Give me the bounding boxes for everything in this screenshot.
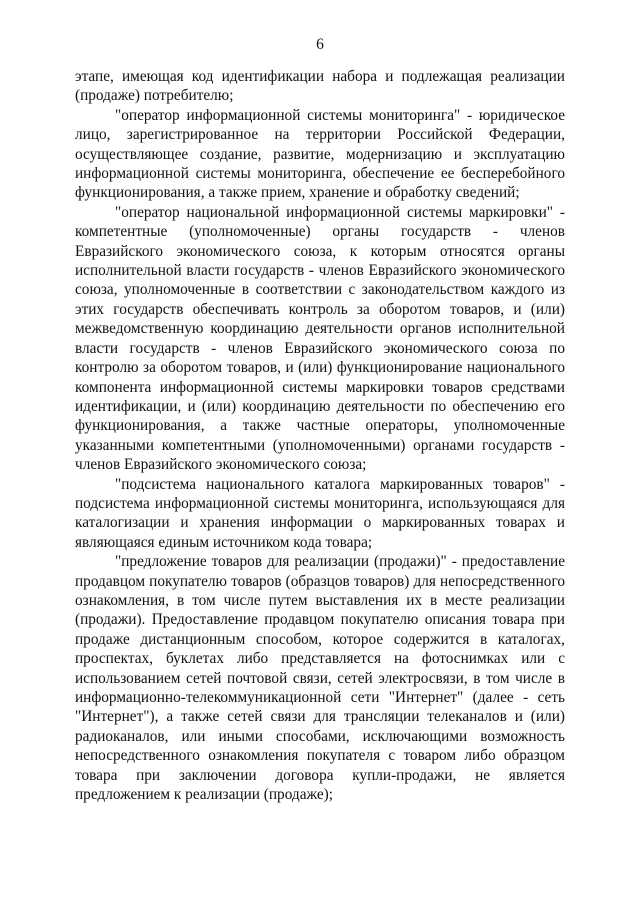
paragraph-monitoring-system-operator: "оператор информационной системы мониторинга" - юридическое лицо, зарегистрированное на территории Российской Федерации, осуществляющее создание, развитие, модернизацию и эксплуатацию информационной системы мониторинга, обеспечение ее бесперебойного функционирования, а также прием, хранение и обработку сведений; bbox=[75, 106, 565, 202]
paragraph-national-catalog-subsystem: "подсистема национального каталога маркированных товаров" - подсистема информационной системы мониторинга, использующаяся для каталогизации и хранения информации о маркированных товарах и являющаяся единым источником кода товара; bbox=[75, 475, 565, 551]
paragraph-continuation: этапе, имеющая код идентификации набора и подлежащая реализации (продаже) потребителю; bbox=[75, 68, 565, 105]
page-number: 6 bbox=[316, 36, 324, 53]
document-body bbox=[75, 67, 565, 804]
paragraph-goods-offer-for-sale: "предложение товаров для реализации (продажи)" - предоставление продавцом покупателю товаров (образцов товаров) для непосредственного ознакомления, в том числе путем выставления их в месте реализации (продажи). Предоставление продавцом покупателю описания товара при продаже дистанционным способом, которое содержится в каталогах, проспектах, буклетах либо представляется на фотоснимках или с использованием сетей почтовой связи, сетей электросвязи, в том числе в информационно-телекоммуникационной сети "Интернет" (далее - сеть "Интернет"), а также сетей связи для трансляции телеканалов и (или) радиоканалов, или иными способами, исключающими возможность непосредственного ознакомления покупателя с товаром либо образцом товара при заключении договора купли-продажи, не является предложением к реализации (продаже); bbox=[75, 553, 565, 804]
paragraph-national-marking-system-operator: "оператор национальной информационной системы маркировки" - компетентные (уполномоченные) органы государств - членов Евразийского экономического союза, к которым относятся органы исполнительной власти государств - членов Евразийского экономического союза, уполномоченные в соответствии с законодательством каждого из этих государств обеспечивать контроль за оборотом товаров, и (или) межведомственную координацию деятельности органов исполнительной власти государств - членов Евразийского экономического союза по контролю за оборотом товаров, и (или) функционирование национального компонента информационной системы маркировки товаров средствами идентификации, и (или) координацию деятельности по обеспечению его функционирования, а также частные операторы, уполномоченные указанными компетентными (уполномоченными) органами государств - членов Евразийского экономического союза; bbox=[75, 203, 565, 474]
